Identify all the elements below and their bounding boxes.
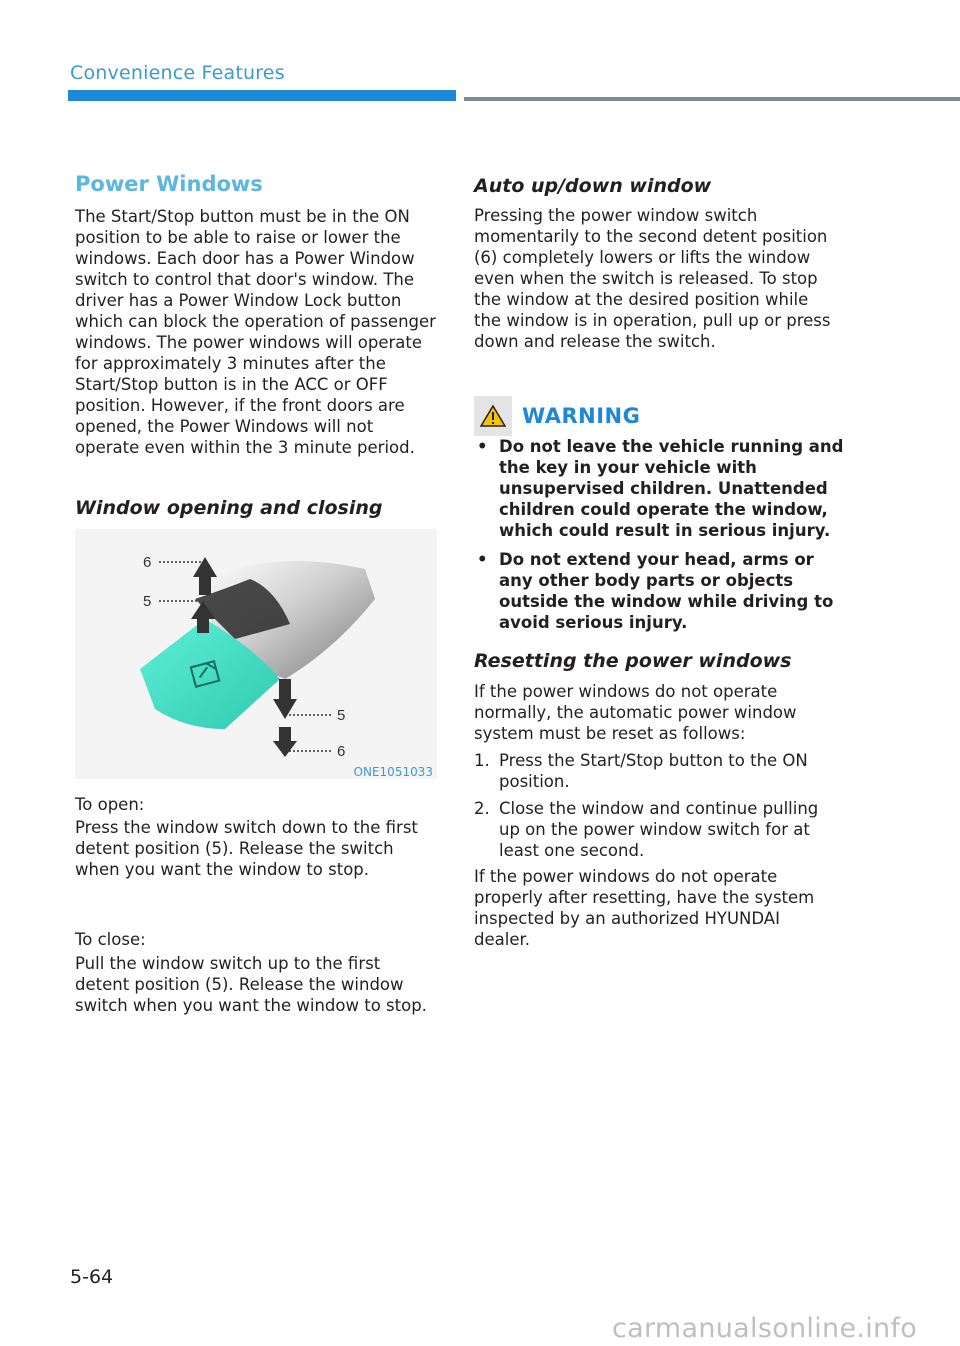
- auto-paragraph: Pressing the power window switch momentarily to the second detent position (6) completely lowers or lifts the window even when the switch is released. To stop the window at the desired position while the window is in operation, pull up or press down and release the switch.: [474, 206, 831, 351]
- warning-list: [474, 436, 844, 641]
- page-number: 5-64: [70, 1266, 114, 1288]
- window-switch-figure: [75, 529, 437, 779]
- close-label: To close:: [75, 930, 146, 949]
- open-instructions: Press the window switch down to the first detent position (5). Release the switch when you want the window to stop.: [75, 818, 418, 879]
- warning-item: [474, 549, 844, 633]
- label-up-5: 5: [143, 593, 152, 610]
- label-up-6: 6: [143, 554, 152, 571]
- window-switch-illustration: [75, 529, 437, 779]
- warning-label: WARNING: [522, 404, 641, 428]
- page-title: Power Windows: [75, 172, 263, 196]
- warning-triangle-icon: [480, 404, 506, 428]
- reset-intro: If the power windows do not operate normally, the automatic power window system must be reset as follows:: [474, 682, 797, 743]
- arrow-down-5: [273, 679, 297, 719]
- warning-item: [474, 436, 844, 541]
- header-section-title: Convenience Features: [70, 62, 285, 84]
- close-instructions: Pull the window switch up to the first detent position (5). Release the window switch when you want the window to stop.: [75, 954, 427, 1015]
- warning-item-text: Do not extend your head, arms or any other body parts or objects outside the window while driving to avoid serious injury.: [499, 550, 834, 632]
- warning-item-text: Do not leave the vehicle running and the key in your vehicle with unsupervised children. Unattended children could operate the window, which could result in serious injury.: [499, 437, 844, 540]
- header-bar-accent: [68, 90, 456, 101]
- label-down-5: 5: [337, 707, 346, 724]
- figure-code: ONE1051033: [353, 765, 433, 779]
- subhead-auto-up-down: Auto up/down window: [474, 175, 712, 197]
- open-label: To open:: [75, 795, 145, 814]
- step-number: 1.: [474, 751, 490, 770]
- step-number: 2.: [474, 799, 490, 818]
- warning-icon-box: [474, 396, 512, 436]
- reset-steps: [474, 750, 844, 867]
- reset-step: [474, 798, 844, 861]
- arrow-down-6: [273, 727, 297, 757]
- bullet: •: [477, 437, 488, 456]
- watermark: carmanualsonline.info: [612, 1313, 918, 1344]
- reset-step: [474, 750, 844, 792]
- warning-header: [474, 396, 640, 436]
- intro-paragraph: The Start/Stop button must be in the ON position to be able to raise or lower the windows. Each door has a Power Window switch to control that door's window. The driver has a Power Window Lock button which can block the operation of passenger windows. The power windows will operate for approximately 3 minutes after the Start/Stop button is in the ACC or OFF position. However, if the front doors are opened, the Power Windows will not operate even within the 3 minute period.: [75, 207, 436, 457]
- bullet: •: [477, 550, 488, 569]
- subhead-window-opening-closing: Window opening and closing: [75, 497, 383, 519]
- reset-outro: If the power windows do not operate properly after resetting, have the system inspected by an authorized HYUNDAI dealer.: [474, 867, 815, 949]
- step-text: Close the window and continue pulling up on the power window switch for at least one second.: [499, 799, 819, 860]
- label-down-6: 6: [337, 743, 346, 760]
- step-text: Press the Start/Stop button to the ON position.: [499, 751, 808, 791]
- subhead-resetting: Resetting the power windows: [474, 650, 792, 672]
- header-bar-divider: [464, 97, 960, 101]
